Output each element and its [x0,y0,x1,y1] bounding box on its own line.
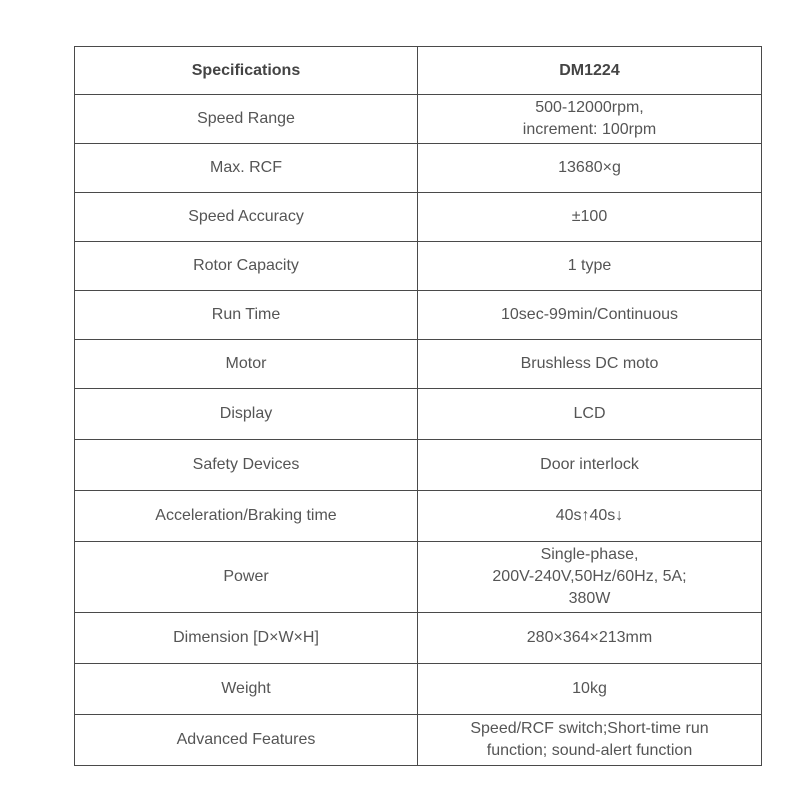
table-row [75,664,762,715]
spec-value-cell [418,613,762,664]
table-row [75,95,762,144]
spec-name-cell: Motor [75,340,418,389]
spec-value-line: Single-phase, [540,546,639,563]
spec-name-cell: Dimension [D×W×H] [75,613,418,664]
spec-name-cell: Weight [75,664,418,715]
spec-value-cell [418,491,762,542]
spec-value-line: 10kg [572,680,607,697]
table-row [75,144,762,193]
spec-value-cell [418,664,762,715]
table-row [75,389,762,440]
table-row [75,193,762,242]
spec-value-line: 1 type [567,257,612,274]
spec-value-line: LCD [573,405,606,422]
table-row [75,715,762,766]
table-header-row [75,47,762,95]
spec-value-line: 13680×g [558,159,621,176]
table-row [75,491,762,542]
spec-value-line: ±100 [571,208,608,225]
spec-name-cell: Acceleration/Braking time [75,491,418,542]
spec-value-cell [418,440,762,491]
header-model: DM1224 [418,47,762,95]
spec-name-cell: Speed Accuracy [75,193,418,242]
spec-value-line: function; sound-alert function [486,742,693,759]
table-row [75,542,762,613]
spec-value-cell [418,389,762,440]
spec-value-line: Speed/RCF switch;Short-time run [470,720,709,737]
spec-name-cell: Run Time [75,291,418,340]
spec-name-cell: Advanced Features [75,715,418,766]
spec-value-line: 380W [568,590,611,607]
spec-value-cell [418,715,762,766]
spec-value-line: 40s↑40s↓ [555,507,624,524]
spec-value-cell [418,95,762,144]
table-row [75,242,762,291]
spec-value-line: 280×364×213mm [526,629,653,646]
spec-name-cell: Safety Devices [75,440,418,491]
spec-value-line: 200V-240V,50Hz/60Hz, 5A; [492,568,687,585]
spec-value-line: 500-12000rpm, [535,99,644,116]
spec-name-cell: Rotor Capacity [75,242,418,291]
spec-name-cell: Display [75,389,418,440]
header-specifications: Specifications [75,47,418,95]
table-row [75,440,762,491]
spec-name-cell: Power [75,542,418,613]
spec-value-cell [418,291,762,340]
spec-value-line: Brushless DC moto [520,355,659,372]
spec-value-cell [418,340,762,389]
spec-value-line: 10sec-99min/Continuous [501,306,678,323]
table-row [75,291,762,340]
spec-name-cell: Speed Range [75,95,418,144]
table-row [75,340,762,389]
spec-name-cell: Max. RCF [75,144,418,193]
spec-value-line: Door interlock [540,456,639,473]
spec-value-cell [418,193,762,242]
spec-value-cell [418,542,762,613]
table-row [75,613,762,664]
specifications-table [74,46,762,766]
spec-value-cell [418,242,762,291]
specifications-table-body [75,47,762,766]
spec-value-line: increment: 100rpm [522,121,657,138]
spec-value-cell [418,144,762,193]
